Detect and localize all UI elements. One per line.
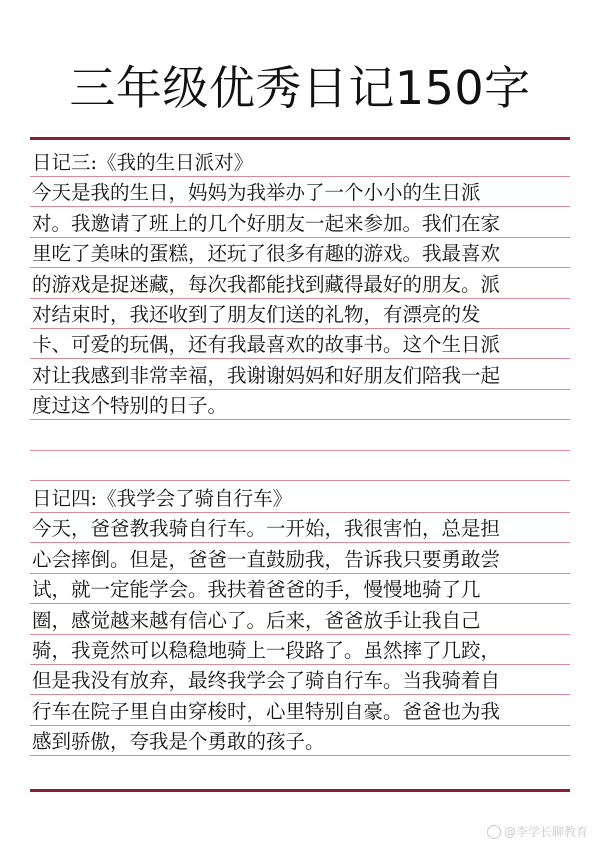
- entry-line: 骑，我竟然可以稳稳地骑上一段路了。虽然摔了几跤，: [32, 639, 501, 663]
- entry-line: 但是我没有放弃，最终我学会了骑自行车。当我骑着自: [32, 669, 501, 693]
- entry-line: 卡、可爱的玩偶，还有我最喜欢的故事书。这个生日派: [32, 333, 501, 357]
- entry-heading: 日记四:《我学会了骑自行车》: [32, 487, 293, 510]
- entry-line: 对。我邀请了班上的几个好朋友一起来参加。我们在家: [32, 211, 501, 235]
- entry-line: 度过这个特别的日子。: [32, 394, 228, 418]
- entry-line: 的游戏是捉迷藏，每次我都能找到藏得最好的朋友。派: [32, 272, 501, 296]
- entry-line: 对让我感到非常幸福，我谢谢妈妈和好朋友们陪我一起: [32, 363, 501, 387]
- watermark-text: @李学长聊教育: [503, 825, 588, 839]
- bottom-divider: [30, 789, 570, 792]
- entry-heading: 日记三:《我的生日派对》: [32, 151, 254, 174]
- title-divider: [30, 137, 570, 140]
- watermark-logo-icon: [487, 825, 501, 839]
- entry-line: 圈，感觉越来越有信心了。后来，爸爸放手让我自己: [32, 608, 481, 632]
- watermark: [487, 823, 588, 840]
- diary-entry-3: [32, 148, 570, 422]
- entry-line: 行车在院子里自由穿梭时，心里特别自豪。爸爸也为我: [32, 699, 501, 723]
- entry-line: 试，就一定能学会。我扶着爸爸的手，慢慢地骑了几: [32, 578, 481, 602]
- entry-line: 今天是我的生日，妈妈为我举办了一个小小的生日派: [32, 181, 481, 205]
- entry-line: 今天，爸爸教我骑自行车。一开始，我很害怕，总是担: [32, 517, 501, 541]
- ruled-line: [30, 480, 570, 481]
- diary-entry-4: [32, 484, 570, 758]
- page-title: 三年级优秀日记150字: [69, 61, 531, 115]
- ruled-line: [30, 450, 570, 451]
- entry-line: 里吃了美味的蛋糕，还玩了很多有趣的游戏。我最喜欢: [32, 242, 501, 266]
- entry-line: 心会摔倒。但是，爸爸一直鼓励我，告诉我只要勇敢尝: [32, 547, 501, 571]
- entry-line: 对结束时，我还收到了朋友们送的礼物，有漂亮的发: [32, 303, 481, 327]
- entry-line: 感到骄傲，夸我是个勇敢的孩子。: [32, 730, 325, 754]
